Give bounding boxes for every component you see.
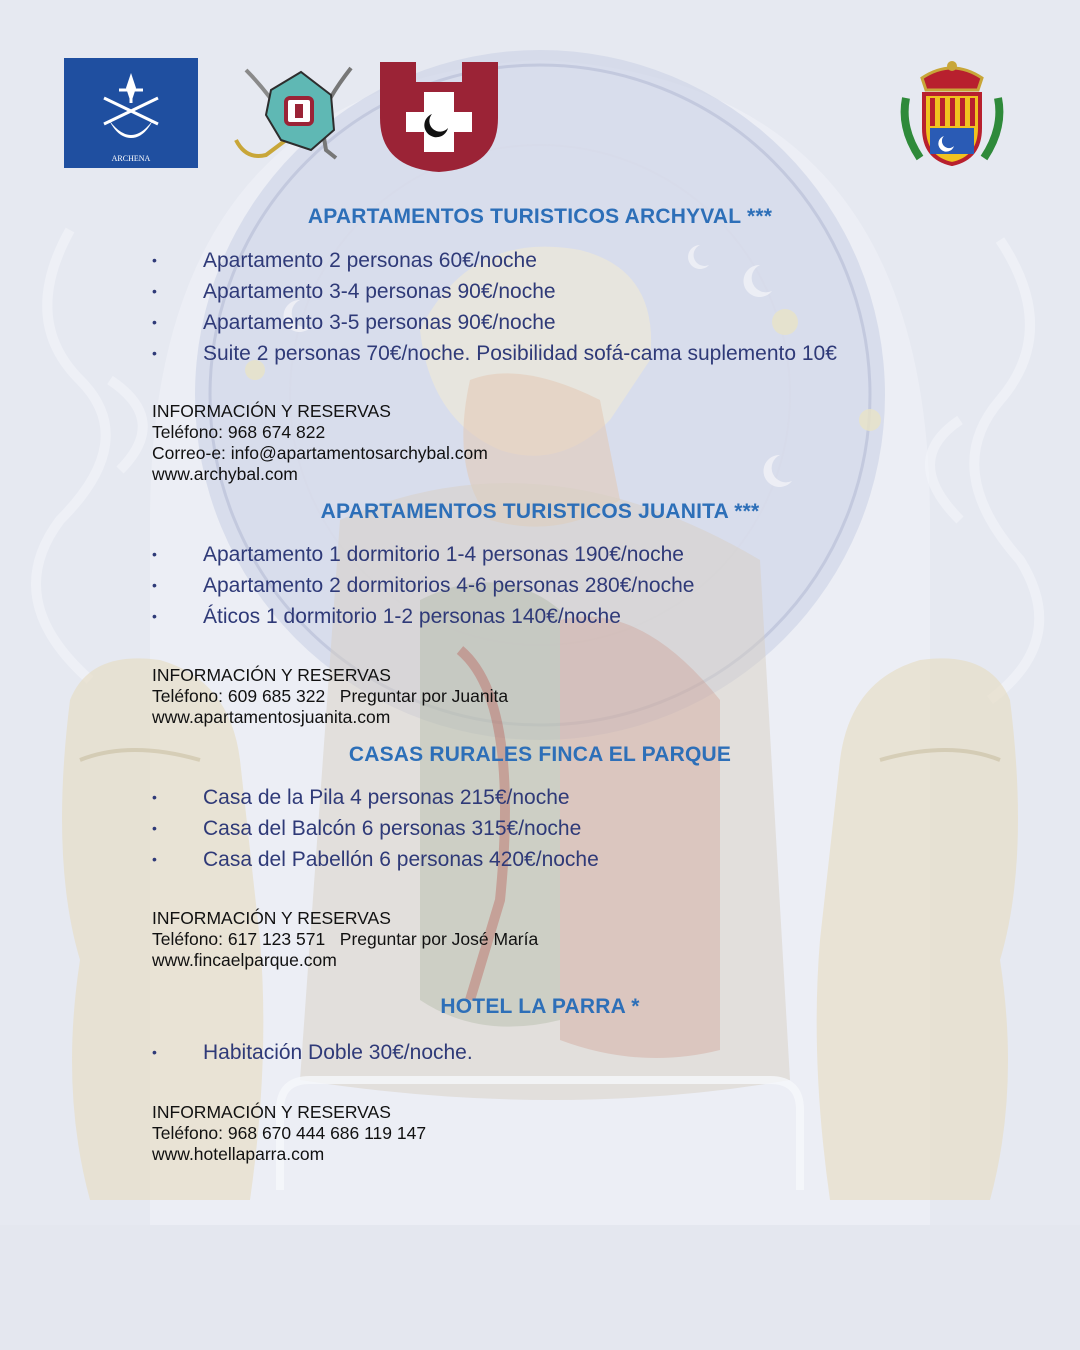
- list-item: • Casa del Balcón 6 personas 315€/noche: [150, 813, 599, 844]
- info-email: Correo-e: info@apartamentosarchybal.com: [152, 443, 488, 463]
- archena-label: ARCHENA: [111, 154, 151, 163]
- info-heading: INFORMACIÓN Y RESERVAS: [152, 1102, 391, 1122]
- red-shield-logo: [376, 58, 502, 174]
- archyval-contact-info: [152, 401, 488, 485]
- juanita-price-list: [150, 539, 694, 632]
- archyval-price-list: [150, 245, 837, 369]
- list-item: • Suite 2 personas 70€/noche. Posibilidad sofá-cama suplemento 10€: [150, 338, 837, 369]
- section-title-hotel-la-parra: HOTEL LA PARRA *: [440, 995, 640, 1018]
- region-swords-logo: [226, 60, 366, 164]
- info-website: www.archybal.com: [152, 464, 298, 484]
- info-phone: Teléfono: 609 685 322 Preguntar por Juanita: [152, 686, 509, 706]
- info-website: www.apartamentosjuanita.com: [152, 707, 391, 727]
- finca-contact-info: [152, 908, 538, 971]
- list-item: • Apartamento 2 personas 60€/noche: [150, 245, 837, 276]
- list-item: • Habitación Doble 30€/noche.: [150, 1037, 473, 1068]
- list-item: • Casa del Pabellón 6 personas 420€/noche: [150, 844, 599, 875]
- juanita-contact-info: [152, 665, 508, 728]
- coat-of-arms-logo: [900, 58, 1004, 170]
- info-heading: INFORMACIÓN Y RESERVAS: [152, 908, 391, 928]
- info-phone: Teléfono: 617 123 571 Preguntar por José María: [152, 929, 539, 949]
- archena-flag-logo: [64, 58, 198, 168]
- info-website: www.fincaelparque.com: [152, 950, 337, 970]
- info-heading: INFORMACIÓN Y RESERVAS: [152, 665, 391, 685]
- list-item: • Apartamento 2 dormitorios 4-6 personas 280€/noche: [150, 570, 694, 601]
- list-item: • Casa de la Pila 4 personas 215€/noche: [150, 782, 599, 813]
- section-title-finca-el-parque: CASAS RURALES FINCA EL PARQUE: [348, 743, 732, 766]
- hotel-price-list: [150, 1037, 473, 1068]
- list-item: • Apartamento 3-5 personas 90€/noche: [150, 307, 837, 338]
- section-title-archyval: APARTAMENTOS TURISTICOS ARCHYVAL ***: [307, 205, 773, 228]
- finca-price-list: [150, 782, 599, 875]
- section-title-juanita: APARTAMENTOS TURISTICOS JUANITA ***: [320, 500, 760, 523]
- list-item: • Apartamento 1 dormitorio 1-4 personas 190€/noche: [150, 539, 694, 570]
- list-item: • Apartamento 3-4 personas 90€/noche: [150, 276, 837, 307]
- info-phone: Teléfono: 968 674 822: [152, 422, 326, 442]
- list-item: • Áticos 1 dormitorio 1-2 personas 140€/noche: [150, 601, 694, 632]
- hotel-contact-info: [152, 1102, 426, 1165]
- info-website: www.hotellaparra.com: [152, 1144, 325, 1164]
- info-phone: Teléfono: 968 670 444 686 119 147: [152, 1123, 427, 1143]
- info-heading: INFORMACIÓN Y RESERVAS: [152, 401, 391, 421]
